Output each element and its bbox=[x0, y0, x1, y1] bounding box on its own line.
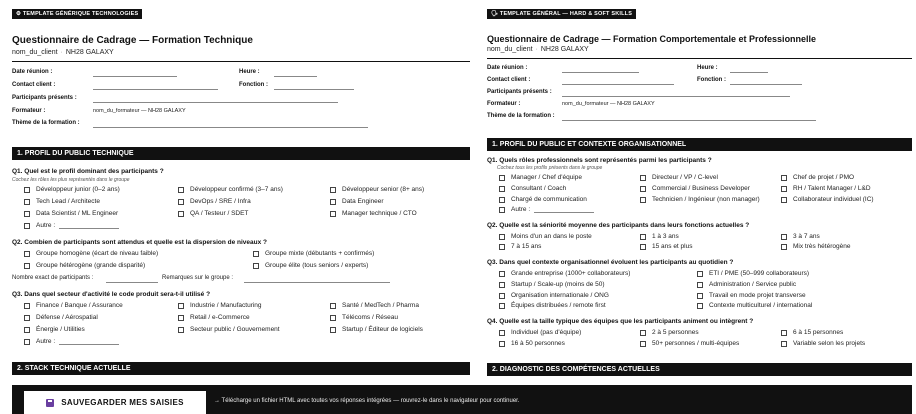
checkbox-option[interactable] bbox=[499, 340, 565, 347]
checkbox[interactable] bbox=[330, 211, 336, 217]
checkbox-option[interactable] bbox=[499, 270, 630, 277]
option-label: 7 à 15 ans bbox=[511, 243, 542, 250]
checkbox[interactable] bbox=[640, 234, 646, 240]
option-label: Contexte multiculturel / international bbox=[709, 302, 813, 309]
formateur-value[interactable]: nom_du_formateur — NH28 GALAXY bbox=[562, 101, 655, 107]
option-label: Variable selon les projets bbox=[793, 340, 866, 347]
checkbox-option-autre[interactable] bbox=[24, 222, 119, 229]
form-title: Questionnaire de Cadrage — Formation Technique bbox=[12, 35, 253, 46]
template-tag: ⚙ TEMPLATE GÉNÉRIQUE TECHNOLOGIES bbox=[12, 9, 142, 19]
checkbox-option[interactable] bbox=[330, 186, 424, 193]
save-bar bbox=[12, 385, 912, 414]
checkbox[interactable] bbox=[253, 263, 259, 269]
option-label: Secteur public / Gouvernement bbox=[190, 326, 280, 333]
checkbox-option[interactable] bbox=[24, 186, 120, 193]
checkbox-option[interactable] bbox=[640, 185, 750, 192]
checkbox-option[interactable] bbox=[640, 329, 699, 336]
checkbox-option[interactable] bbox=[499, 233, 592, 240]
checkbox[interactable] bbox=[499, 282, 505, 288]
checkbox[interactable] bbox=[178, 303, 184, 309]
checkbox-option[interactable] bbox=[781, 174, 854, 181]
checkbox-option[interactable] bbox=[330, 210, 417, 217]
fonction-label: Fonction : bbox=[697, 77, 726, 83]
option-label: Travail en mode projet transverse bbox=[709, 292, 806, 299]
checkbox-option[interactable] bbox=[640, 340, 739, 347]
option-label: Manager / Chef d'équipe bbox=[511, 174, 582, 181]
checkbox[interactable] bbox=[499, 175, 505, 181]
client-key: nom_du_client bbox=[487, 46, 533, 53]
checkbox-option[interactable] bbox=[24, 250, 158, 257]
client-key: nom_du_client bbox=[12, 49, 58, 56]
floppy-disk-icon bbox=[46, 399, 54, 407]
checkbox[interactable] bbox=[24, 223, 30, 229]
checkbox[interactable] bbox=[640, 330, 646, 336]
client-value: NH28 GALAXY bbox=[540, 46, 589, 53]
checkbox[interactable] bbox=[24, 315, 30, 321]
checkbox-option[interactable] bbox=[24, 262, 145, 269]
template-tag: 🗣 TEMPLATE GÉNÉRAL — HARD & SOFT SKILLS bbox=[487, 9, 636, 19]
checkbox[interactable] bbox=[640, 341, 646, 347]
section-profil-public: 1. PROFIL DU PUBLIC TECHNIQUE bbox=[12, 147, 470, 160]
section-diagnostic: 2. DIAGNOSTIC DES COMPÉTENCES ACTUELLES bbox=[487, 363, 912, 376]
checkbox-option[interactable] bbox=[697, 292, 806, 299]
checkbox-option[interactable] bbox=[499, 302, 606, 309]
option-label: Équipes distribuées / remote first bbox=[511, 302, 606, 309]
checkbox[interactable] bbox=[499, 186, 505, 192]
option-label: DevOps / SRE / Infra bbox=[190, 198, 251, 205]
checkbox[interactable] bbox=[499, 271, 505, 277]
option-label: Développeur confirmé (3–7 ans) bbox=[190, 186, 283, 193]
option-label: 6 à 15 personnes bbox=[793, 329, 844, 336]
participants-label: Participants présents : bbox=[12, 95, 77, 101]
checkbox[interactable] bbox=[640, 186, 646, 192]
checkbox[interactable] bbox=[697, 293, 703, 299]
option-label: Individuel (pas d'équipe) bbox=[511, 329, 582, 336]
checkbox-option-autre[interactable] bbox=[24, 338, 119, 345]
question-2: Q2. Quelle est la séniorité moyenne des participants dans leurs fonctions actuelles ? bbox=[487, 222, 750, 229]
contact-input[interactable] bbox=[562, 84, 674, 85]
checkbox[interactable] bbox=[178, 199, 184, 205]
checkbox[interactable] bbox=[330, 303, 336, 309]
theme-input[interactable] bbox=[562, 120, 816, 121]
option-label: Mix très hétérogène bbox=[793, 243, 851, 250]
checkbox[interactable] bbox=[781, 244, 787, 250]
option-label: Industrie / Manufacturing bbox=[190, 302, 262, 309]
checkbox-option[interactable] bbox=[781, 196, 874, 203]
checkbox-option[interactable] bbox=[781, 340, 865, 347]
checkbox-option[interactable] bbox=[781, 243, 850, 250]
heure-label: Heure : bbox=[239, 69, 260, 75]
formateur-label: Formateur : bbox=[487, 101, 521, 107]
option-label: Organisation internationale / ONG bbox=[511, 292, 609, 299]
checkbox-option[interactable] bbox=[499, 292, 609, 299]
option-label: 15 ans et plus bbox=[652, 243, 693, 250]
header-rule bbox=[487, 58, 912, 59]
checkbox[interactable] bbox=[253, 251, 259, 257]
theme-label: Thème de la formation : bbox=[12, 120, 80, 126]
checkbox-option-autre[interactable] bbox=[499, 206, 594, 213]
header-rule bbox=[12, 61, 470, 62]
option-label: Télécoms / Réseau bbox=[342, 314, 398, 321]
checkbox[interactable] bbox=[24, 339, 30, 345]
checkbox[interactable] bbox=[781, 234, 787, 240]
option-label: Groupe homogène (écart de niveau faible) bbox=[36, 250, 159, 257]
option-label: Technicien / Ingénieur (non manager) bbox=[652, 196, 760, 203]
option-label: Autre : bbox=[511, 206, 531, 213]
remarks-input[interactable] bbox=[244, 282, 390, 283]
option-label: Développeur junior (0–2 ans) bbox=[36, 186, 120, 193]
checkbox[interactable] bbox=[330, 187, 336, 193]
checkbox[interactable] bbox=[499, 293, 505, 299]
participant-count-label: Nombre exact de participants : bbox=[12, 275, 94, 281]
checkbox-option[interactable] bbox=[24, 210, 118, 217]
checkbox-option[interactable] bbox=[330, 326, 423, 333]
autre-input[interactable] bbox=[59, 344, 119, 345]
checkbox-option[interactable] bbox=[640, 196, 760, 203]
checkbox-option[interactable] bbox=[178, 186, 283, 193]
option-label: Administration / Service public bbox=[709, 281, 797, 288]
fonction-label: Fonction : bbox=[239, 82, 268, 88]
checkbox[interactable] bbox=[330, 315, 336, 321]
option-label: Développeur senior (8+ ans) bbox=[342, 186, 425, 193]
checkbox[interactable] bbox=[24, 251, 30, 257]
checkbox[interactable] bbox=[697, 271, 703, 277]
theme-input[interactable] bbox=[93, 127, 368, 128]
checkbox-option[interactable] bbox=[178, 210, 248, 217]
checkbox[interactable] bbox=[24, 303, 30, 309]
option-label: Santé / MedTech / Pharma bbox=[342, 302, 419, 309]
option-label: Grande entreprise (1000+ collaborateurs) bbox=[511, 270, 631, 277]
checkbox-option[interactable] bbox=[781, 329, 843, 336]
question-3: Q3. Dans quel secteur d'activité le code produit sera-t-il utilisé ? bbox=[12, 291, 211, 298]
option-label: Startup / Scale-up (moins de 50) bbox=[511, 281, 605, 288]
checkbox[interactable] bbox=[499, 207, 505, 213]
checkbox[interactable] bbox=[697, 282, 703, 288]
form-title: Questionnaire de Cadrage — Formation Comportementale et Professionnelle bbox=[487, 34, 817, 44]
checkbox-option[interactable] bbox=[178, 314, 250, 321]
participant-count-input[interactable] bbox=[106, 282, 158, 283]
option-label: 50+ personnes / multi-équipes bbox=[652, 340, 740, 347]
option-label: Data Engineer bbox=[342, 198, 384, 205]
checkbox[interactable] bbox=[499, 244, 505, 250]
client-separator: · bbox=[60, 49, 63, 56]
option-label: Directeur / VP / C-level bbox=[652, 174, 718, 181]
save-button[interactable] bbox=[24, 391, 206, 414]
option-label: Chef de projet / PMO bbox=[793, 174, 855, 181]
option-label: 3 à 7 ans bbox=[793, 233, 820, 240]
checkbox-option[interactable] bbox=[253, 250, 374, 257]
checkbox[interactable] bbox=[330, 199, 336, 205]
contact-input[interactable] bbox=[93, 89, 218, 90]
fonction-input[interactable] bbox=[274, 89, 354, 90]
checkbox-option[interactable] bbox=[499, 329, 581, 336]
checkbox[interactable] bbox=[781, 197, 787, 203]
checkbox-option[interactable] bbox=[178, 198, 251, 205]
checkbox[interactable] bbox=[781, 186, 787, 192]
option-label: Consultant / Coach bbox=[511, 185, 567, 192]
checkbox-option[interactable] bbox=[499, 243, 541, 250]
option-label: 16 à 50 personnes bbox=[511, 340, 565, 347]
checkbox[interactable] bbox=[24, 263, 30, 269]
heure-label: Heure : bbox=[697, 65, 718, 71]
option-label: Défense / Aérospatial bbox=[36, 314, 98, 321]
contact-label: Contact client : bbox=[12, 82, 56, 88]
checkbox[interactable] bbox=[499, 330, 505, 336]
participants-label: Participants présents : bbox=[487, 89, 552, 95]
question-4: Q4. Quelle est la taille typique des équipes que les participants animent ou intègrent ? bbox=[487, 318, 754, 325]
checkbox[interactable] bbox=[640, 175, 646, 181]
question-1-hint: Cochez les rôles les plus représentés dans le groupe bbox=[12, 177, 130, 183]
checkbox[interactable] bbox=[24, 327, 30, 333]
option-label: Moins d'un an dans le poste bbox=[511, 233, 592, 240]
checkbox-option[interactable] bbox=[781, 233, 820, 240]
checkbox[interactable] bbox=[178, 327, 184, 333]
checkbox-option[interactable] bbox=[24, 302, 123, 309]
formateur-label: Formateur : bbox=[12, 108, 46, 114]
option-label: Chargé de communication bbox=[511, 196, 587, 203]
option-label: 2 à 5 personnes bbox=[652, 329, 699, 336]
checkbox-option[interactable] bbox=[499, 281, 605, 288]
checkbox-option[interactable] bbox=[697, 302, 812, 309]
formateur-value[interactable]: nom_du_formateur — NH28 GALAXY bbox=[93, 108, 186, 114]
checkbox[interactable] bbox=[640, 197, 646, 203]
question-1-hint: Cochez tous les profils présents dans le groupe bbox=[497, 165, 603, 171]
date-label: Date réunion : bbox=[487, 65, 528, 71]
checkbox-option[interactable] bbox=[24, 198, 100, 205]
checkbox-option[interactable] bbox=[499, 174, 582, 181]
option-label: Énergie / Utilities bbox=[36, 326, 85, 333]
checkbox-option[interactable] bbox=[781, 185, 871, 192]
option-label: Tech Lead / Architecte bbox=[36, 198, 100, 205]
checkbox[interactable] bbox=[781, 175, 787, 181]
option-label: Autre : bbox=[36, 338, 56, 345]
checkbox[interactable] bbox=[499, 341, 505, 347]
option-label: ETI / PME (50–999 collaborateurs) bbox=[709, 270, 810, 277]
checkbox[interactable] bbox=[499, 303, 505, 309]
save-button-label: SAUVEGARDER MES SAISIES bbox=[61, 398, 184, 407]
checkbox[interactable] bbox=[24, 187, 30, 193]
checkbox-option[interactable] bbox=[697, 270, 809, 277]
question-1: Q1. Quel est le profil dominant des participants ? bbox=[12, 168, 164, 175]
autre-input[interactable] bbox=[59, 228, 119, 229]
theme-label: Thème de la formation : bbox=[487, 113, 555, 119]
question-1: Q1. Quels rôles professionnels sont représentés parmi les participants ? bbox=[487, 157, 712, 164]
option-label: Startup / Éditeur de logiciels bbox=[342, 326, 423, 333]
option-label: RH / Talent Manager / L&D bbox=[793, 185, 871, 192]
checkbox[interactable] bbox=[781, 330, 787, 336]
option-label: Manager technique / CTO bbox=[342, 210, 417, 217]
checkbox-option[interactable] bbox=[178, 326, 280, 333]
checkbox[interactable] bbox=[178, 211, 184, 217]
question-3: Q3. Dans quel contexte organisationnel évoluent les participants au quotidien ? bbox=[487, 259, 734, 266]
option-label: Autre : bbox=[36, 222, 56, 229]
checkbox-option[interactable] bbox=[640, 243, 692, 250]
heure-input[interactable] bbox=[274, 76, 317, 77]
option-label: 1 à 3 ans bbox=[652, 233, 679, 240]
fonction-input[interactable] bbox=[730, 84, 802, 85]
checkbox[interactable] bbox=[499, 197, 505, 203]
checkbox[interactable] bbox=[781, 341, 787, 347]
date-input[interactable] bbox=[93, 76, 177, 77]
option-label: Retail / e-Commerce bbox=[190, 314, 250, 321]
checkbox-option[interactable] bbox=[499, 196, 587, 203]
checkbox-option[interactable] bbox=[499, 185, 566, 192]
client-line bbox=[487, 46, 589, 53]
participants-input[interactable] bbox=[562, 96, 790, 97]
autre-input[interactable] bbox=[534, 212, 594, 213]
checkbox[interactable] bbox=[640, 244, 646, 250]
checkbox-option[interactable] bbox=[640, 233, 679, 240]
option-label: Groupe mixte (débutants + confirmés) bbox=[265, 250, 375, 257]
option-label: Commercial / Business Developer bbox=[652, 185, 750, 192]
option-label: Data Scientist / ML Engineer bbox=[36, 210, 119, 217]
save-note: → Télécharge un fichier HTML avec toutes vos réponses intégrées — rouvrez-le dans le navigateur pour continuer. bbox=[214, 398, 520, 404]
client-separator: · bbox=[535, 46, 538, 53]
checkbox[interactable] bbox=[499, 234, 505, 240]
option-label: Groupe hétérogène (grande disparité) bbox=[36, 262, 146, 269]
section-profil-contexte: 1. PROFIL DU PUBLIC ET CONTEXTE ORGANISATIONNEL bbox=[487, 138, 912, 151]
checkbox-option[interactable] bbox=[253, 262, 368, 269]
checkbox-option[interactable] bbox=[24, 326, 85, 333]
participants-input[interactable] bbox=[93, 102, 338, 103]
option-label: Collaborateur individuel (IC) bbox=[793, 196, 874, 203]
remarks-label: Remarques sur le groupe : bbox=[162, 275, 234, 281]
checkbox-option[interactable] bbox=[697, 281, 796, 288]
client-line bbox=[12, 49, 114, 56]
date-input[interactable] bbox=[562, 72, 639, 73]
checkbox-option[interactable] bbox=[178, 302, 262, 309]
client-value: NH28 GALAXY bbox=[65, 49, 114, 56]
checkbox-option[interactable] bbox=[640, 174, 718, 181]
checkbox-option[interactable] bbox=[24, 314, 98, 321]
checkbox-option[interactable] bbox=[330, 302, 419, 309]
section-stack-technique: 2. STACK TECHNIQUE ACTUELLE bbox=[12, 362, 470, 375]
option-label: QA / Testeur / SDET bbox=[190, 210, 249, 217]
checkbox[interactable] bbox=[697, 303, 703, 309]
contact-label: Contact client : bbox=[487, 77, 531, 83]
option-label: Finance / Banque / Assurance bbox=[36, 302, 123, 309]
checkbox[interactable] bbox=[24, 199, 30, 205]
checkbox-option[interactable] bbox=[330, 198, 384, 205]
option-label: Groupe élite (tous seniors / experts) bbox=[265, 262, 369, 269]
date-label: Date réunion : bbox=[12, 69, 53, 75]
checkbox[interactable] bbox=[330, 327, 336, 333]
heure-input[interactable] bbox=[730, 72, 768, 73]
checkbox[interactable] bbox=[178, 315, 184, 321]
checkbox-option[interactable] bbox=[330, 314, 398, 321]
checkbox[interactable] bbox=[24, 211, 30, 217]
question-2: Q2. Combien de participants sont attendus et quelle est la dispersion de niveaux ? bbox=[12, 239, 268, 246]
checkbox[interactable] bbox=[178, 187, 184, 193]
